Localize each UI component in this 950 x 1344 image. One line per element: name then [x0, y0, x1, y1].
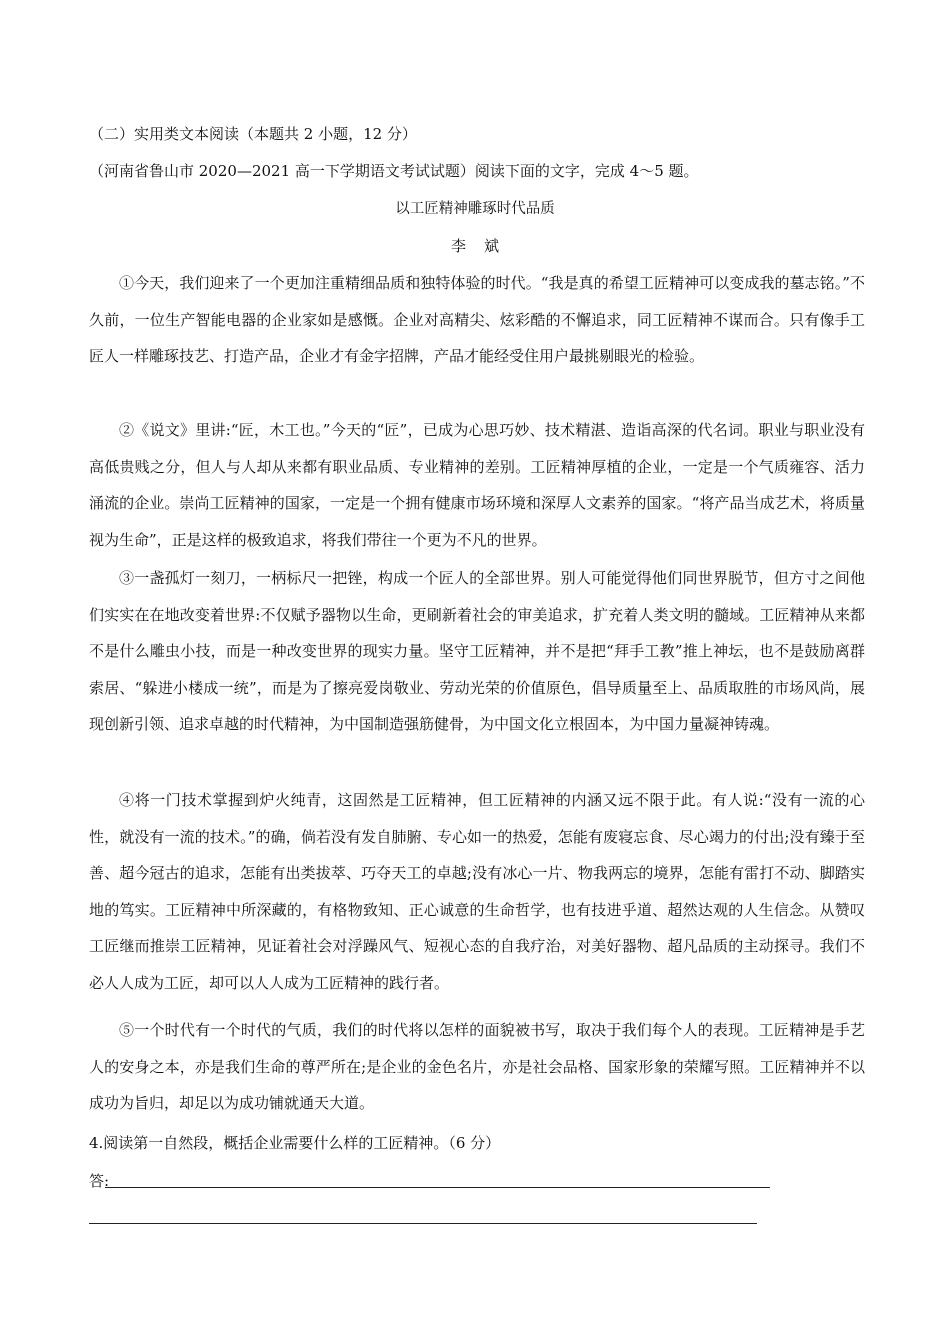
answer-label: 答: [89, 1172, 110, 1190]
article-title: 以工匠精神雕琢时代品质 [395, 201, 555, 217]
article-paragraph-4: ④将一门技术掌握到炉火纯青，这固然是工匠精神，但工匠精神的内涵又远不限于此。有人说:“没有一流的心性，就没有一流的技术。”的确，倘若没有发自肺腑、专心如一的热爱，怎能有废寝忘食、尽心竭力的付出;没有臻于至善、超今冠古的追求，怎能有出类拔萃、巧夺天工的卓越;没有冰心一片、物我两忘的境界，怎能有雷打不动、脚踏实地的笃实。工匠精神中所深藏的，有格物致知、正心诚意的生命哲学，也有技进乎道、超然达观的人生信念。从赞叹工匠继而推崇工匠精神，见证着社会对浮躁风气、短视心态的自我疗治，对美好器物、超凡品质的主动探寻。我们不必人人成为工匠，却可以人人成为工匠精神的践行者。 [89, 791, 865, 992]
article-paragraph-1: ①今天，我们迎来了一个更加注重精细品质和独特体验的时代。“我是真的希望工匠精神可以变成我的墓志铭。”不久前，一位生产智能电器的企业家如是感慨。企业对高精尖、炫彩酷的不懈追求，同工匠精神不谋而合。只有像手工匠人一样雕琢技艺、打造产品，企业才有金字招牌，产品才能经受住用户最挑剔眼光的检验。 [89, 274, 865, 366]
question-4: 4.阅读第一自然段，概括企业需要什么样的工匠精神。（6 分） [89, 1134, 501, 1152]
answer-line-1[interactable] [105, 1187, 770, 1188]
source-line: （河南省鲁山市 2020—2021 高一下学期语文考试试题）阅读下面的文字，完成 4～5 题。 [89, 162, 699, 180]
article-paragraph-3: ③一盏孤灯一刻刀，一柄标尺一把锉，构成一个匠人的全部世界。别人可能觉得他们同世界脱节，但方寸之间他们实实在在地改变着世界:不仅赋予器物以生命，更刷新着社会的审美追求，扩充着人类文明的髓域。工匠精神从来都不是什么雕虫小技，而是一种改变世界的现实力量。坚守工匠精神，并不是把“拜手工教”推上神坛，也不是鼓励离群索居、“躲进小楼成一统”，而是为了擦亮爱岗敬业、劳动光荣的价值原色，倡导质量至上、品质取胜的市场风尚，展现创新引领、追求卓越的时代精神，为中国制造强筋健骨，为中国文化立根固本，为中国力量凝神铸魂。 [89, 569, 865, 734]
article-author: 李斌 [450, 237, 517, 255]
article-paragraph-2: ②《说文》里讲:“匠，木工也。”今天的“匠”，已成为心思巧妙、技术精湛、造诣高深的代名词。职业与职业没有高低贵贱之分，但人与人却从来都有职业品质、专业精神的差别。工匠精神厚植的企业，一定是一个气质雍容、活力涌流的企业。崇尚工匠精神的国家，一定是一个拥有健康市场环境和深厚人文素养的国家。“将产品当成艺术，将质量视为生命”，正是这样的极致追求，将我们带往一个更为不凡的世界。 [89, 421, 865, 549]
section-heading: （二）实用类文本阅读（本题共 2 小题，12 分） [89, 125, 417, 143]
answer-line-2[interactable] [89, 1223, 757, 1224]
article-paragraph-5: ⑤一个时代有一个时代的气质，我们的时代将以怎样的面貌被书写，取决于我们每个人的表现。工匠精神是手艺人的安身之本，亦是我们生命的尊严所在;是企业的金色名片，亦是社会品格、国家形象的荣耀写照。工匠精神并不以成功为旨归，却足以为成功铺就通天大道。 [89, 1021, 865, 1113]
